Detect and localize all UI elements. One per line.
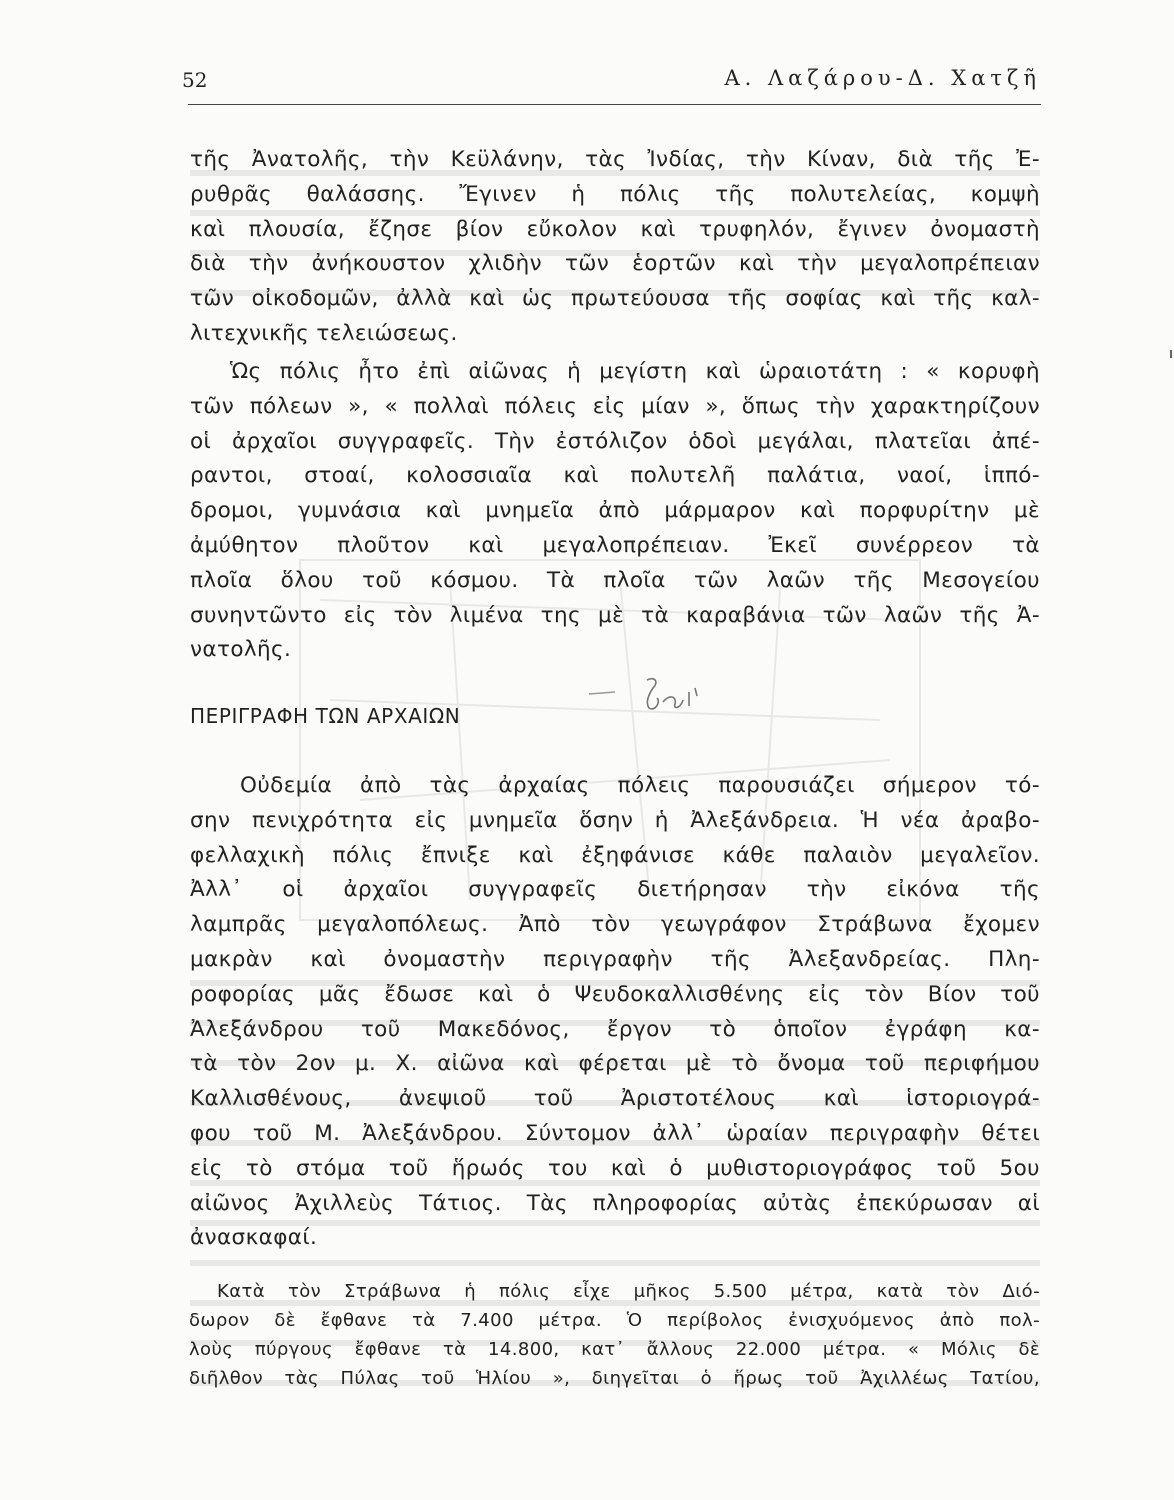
text-line: Ὡς πόλις ἦτο ἐπὶ αἰῶνας ἡ μεγίστη καὶ ὡραιοτάτη : « κορυφὴ bbox=[230, 359, 1040, 384]
text-line: Καλλισθένους, ἀνεψιοῦ τοῦ Ἀριστοτέλους καὶ ἱστοριογρά- bbox=[190, 1086, 1040, 1112]
section-heading: ΠΕΡΙΓΡΑΦΗ ΤΩΝ ΑΡΧΑΙΩΝ bbox=[190, 704, 461, 728]
text-line: διὰ τὴν ἀνήκουστον χλιδὴν τῶν ἑορτῶν καὶ τὴν μεγαλοπρέπειαν bbox=[190, 251, 1040, 277]
text-line: αἰῶνος Ἀχιλλεὺς Τάτιος. Τὰς πληροφορίας αὐτὰς ἐπεκύρωσαν αἱ bbox=[190, 1190, 1040, 1216]
running-head: Α. Λαζάρου-Δ. Χατζῆ bbox=[724, 66, 1041, 90]
text-line: τῆς Ἀνατολῆς, τὴν Κεϋλάνην, τὰς Ἰνδίας, τὴν Κίναν, διὰ τῆς Ἐ- bbox=[190, 147, 1040, 172]
text-line: ἀνασκαφαί. bbox=[190, 1225, 318, 1251]
text-line: Ἀλλ᾽ οἱ ἀρχαῖοι συγγραφεῖς διετήρησαν τὴν εἰκόνα τῆς bbox=[190, 877, 1040, 903]
text-line: οἱ ἀρχαῖοι συγγραφεῖς. Τὴν ἐστόλιζον ὁδοὶ μεγάλαι, πλατεῖαι ἀπέ- bbox=[190, 428, 1040, 454]
edge-mark bbox=[1170, 350, 1172, 358]
text-line: λιτεχνικῆς τελειώσεως. bbox=[190, 320, 458, 346]
text-line: φου τοῦ Μ. Ἀλεξάνδρου. Σύντομον ἀλλ᾽ ὡραίαν περιγραφὴν θέτει bbox=[190, 1120, 1040, 1146]
paragraph-3 bbox=[190, 769, 1040, 1256]
paragraph-1 bbox=[190, 143, 1040, 352]
page-header bbox=[182, 66, 1041, 105]
text-line: ροφορίας μᾶς ἔδωσε καὶ ὁ Ψευδοκαλλισθένης εἰς τὸν Βίον τοῦ bbox=[190, 981, 1040, 1007]
text-line: μακρὰν καὶ ὀνομαστὴν περιγραφὴν τῆς Ἀλεξανδρείας. Πλη- bbox=[190, 946, 1040, 972]
text-line: Ἀλεξάνδρου τοῦ Μακεδόνος, ἔργον τὸ ὁποῖον ἐγράφη κα- bbox=[190, 1016, 1040, 1042]
text-line: δρομοι, γυμνάσια καὶ μνημεῖα ἀπὸ μάρμαρον καὶ πορφυρίτην μὲ bbox=[190, 498, 1040, 524]
text-line: δωρον δὲ ἔφθανε τὰ 7.400 μέτρα. Ὁ περίβολος ἐνισχυόμενος ἀπὸ πολ- bbox=[189, 1310, 1040, 1331]
text-line: συνηντῶντο εἰς τὸν λιμένα της μὲ τὰ καραβάνια τῶν λαῶν τῆς Ἀ- bbox=[190, 602, 1040, 628]
paragraph-4-small bbox=[189, 1277, 1040, 1393]
text-line: εἰς τὸ στόμα τοῦ ἥρωός του καὶ ὁ μυθιστοριογράφος τοῦ 5ου bbox=[190, 1155, 1040, 1181]
text-line: Κατὰ τὸν Στράβωνα ἡ πόλις εἶχε μῆκος 5.500 μέτρα, κατὰ τὸν Διό- bbox=[217, 1281, 1040, 1302]
text-line: ρυθρᾶς θαλάσσης. Ἔγινεν ἡ πόλις τῆς πολυτελείας, κομψὴ bbox=[190, 181, 1040, 207]
text-line: Οὐδεμία ἀπὸ τὰς ἀρχαίας πόλεις παρουσιάζει σήμερον τό- bbox=[240, 773, 1040, 798]
text-line: πλοῖα ὅλου τοῦ κόσμου. Τὰ πλοῖα τῶν λαῶν τῆς Μεσογείου bbox=[190, 567, 1040, 593]
text-line: φελλαχικὴ πόλις ἔπνιξε καὶ ἐξηφάνισε κάθε παλαιὸν μεγαλεῖον. bbox=[190, 842, 1040, 868]
paragraph-2 bbox=[190, 355, 1040, 668]
text-line: νατολῆς. bbox=[190, 637, 292, 663]
text-line: σην πενιχρότητα εἰς μνημεῖα ὅσην ἡ Ἀλεξάνδρεια. Ἡ νέα ἀραβο- bbox=[190, 807, 1040, 833]
handwritten-marginal-note bbox=[585, 672, 745, 720]
text-line: τῶν οἰκοδομῶν, ἀλλὰ καὶ ὡς πρωτεύουσα τῆς σοφίας καὶ τῆς καλ- bbox=[190, 286, 1040, 312]
text-line: λαμπρᾶς μεγαλοπόλεως. Ἀπὸ τὸν γεωγράφον Στράβωνα ἔχομεν bbox=[190, 912, 1040, 938]
text-line: ἀμύθητον πλοῦτον καὶ μεγαλοπρέπειαν. Ἐκεῖ συνέρρεον τὰ bbox=[190, 532, 1040, 558]
text-line: καὶ πλουσία, ἔζησε βίον εὔκολον καὶ τρυφηλόν, ἔγινεν ὀνομαστὴ bbox=[190, 216, 1040, 242]
text-line: τῶν πόλεων », « πολλαὶ πόλεις εἰς μίαν », ὅπως τὴν χαρακτηρίζουν bbox=[190, 393, 1040, 419]
text-line: ραντοι, στοαί, κολοσσιαῖα καὶ πολυτελῆ παλάτια, ναοί, ἱππό- bbox=[190, 463, 1040, 489]
text-line: διῆλθον τὰς Πύλας τοῦ Ἡλίου », διηγεῖται ὁ ἥρως τοῦ Ἀχιλλέως Τατίου, bbox=[189, 1368, 1040, 1389]
text-line: τὰ τὸν 2ον μ. Χ. αἰῶνα καὶ φέρεται μὲ τὸ ὄνομα τοῦ περιφήμου bbox=[190, 1051, 1040, 1077]
text-line: λοὺς πύργους ἔφθανε τὰ 14.800, κατ᾽ ἄλλους 22.000 μέτρα. « Μόλις δὲ bbox=[189, 1339, 1040, 1360]
page-number: 52 bbox=[182, 68, 208, 92]
